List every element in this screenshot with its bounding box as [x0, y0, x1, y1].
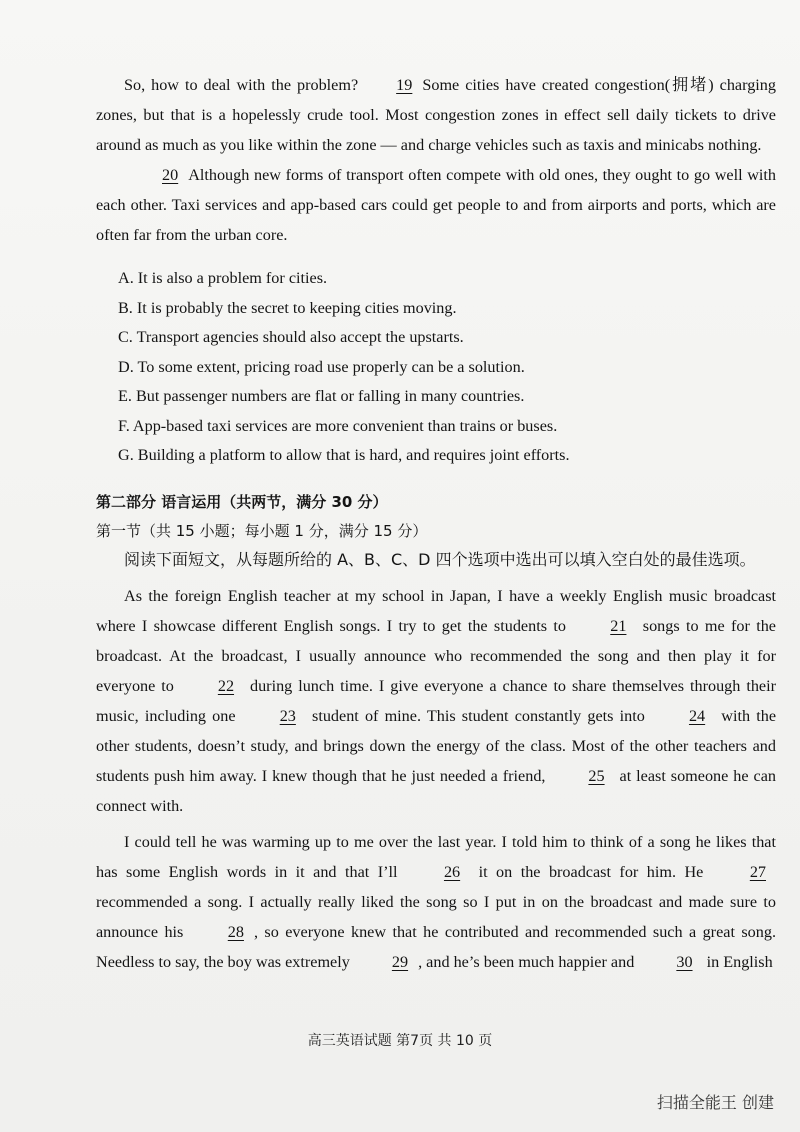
paragraph-text: with the other students, doesn’t study, and brings down the energy of the class. Most of the other teachers and students push him away. I knew though that he just needed a friend,: [96, 706, 776, 785]
option-f: F. App-based taxi services are more convenient than trains or buses.: [118, 416, 558, 435]
blank-20: 20: [162, 166, 179, 184]
blank-25: 25: [588, 766, 605, 785]
paragraph-text: As the foreign English teacher at my school in Japan, I have a weekly English music broadcast where I showcase different English songs. I try to get the students to: [96, 586, 776, 635]
blank-26: 26: [443, 862, 461, 881]
paragraph-text: Some cities have created congestion(拥堵) charging zones, but that is a hopelessly crude tool. Most congestion zones in effect sell daily tickets to drive around as much as you like within the zone — and charge vehicles such as taxis and minicabs nothing.: [96, 76, 776, 154]
paragraph-text: during lunch time. I give everyone a chance to share themselves through their music, including one: [96, 676, 776, 725]
blank-29: 29: [391, 952, 409, 971]
section-heading: 第二部分 语言运用（共两节，满分 30 分）: [96, 492, 388, 511]
paragraph-text: at least someone he can connect with.: [96, 766, 776, 815]
blank-24: 24: [688, 706, 706, 725]
blank-21: 21: [610, 616, 627, 635]
paragraph-text: songs to me for the broadcast. At the broadcast, I usually announce who recommended the song and then play it for everyone to: [96, 616, 776, 695]
paragraph-text: So, how to deal with the problem?: [124, 76, 359, 94]
blank-22: 22: [217, 676, 235, 695]
instruction-text: 阅读下面短文，从每题所给的 A、B、C、D 四个选项中选出可以填入空白处的最佳选项。: [124, 549, 756, 569]
cloze-paragraph-1: [96, 581, 776, 821]
blank-23: 23: [279, 706, 296, 725]
paragraph-text: Although new forms of transport often compete with old ones, they ought to go well with each other. Taxi services and app-based cars could get people to and from airports and ports, which are often far from the urban core.: [96, 166, 776, 244]
option-d: D. To some extent, pricing road use properly can be a solution.: [118, 357, 525, 376]
option-c: C. Transport agencies should also accept the upstarts.: [118, 328, 464, 346]
option-b: B. It is probably the secret to keeping cities moving.: [118, 298, 457, 317]
reading-paragraph-20: [96, 160, 776, 250]
option-e: E. But passenger numbers are flat or falling in many countries.: [118, 387, 525, 405]
blank-27: 27: [749, 862, 766, 881]
option-g: G. Building a platform to allow that is hard, and requires joint efforts.: [118, 446, 570, 464]
blank-30: 30: [676, 952, 693, 971]
page-content: [96, 70, 776, 977]
reading-paragraph-19: [96, 70, 776, 160]
cloze-paragraph-2: [96, 827, 776, 977]
paragraph-text: , and he’s been much happier and: [418, 952, 639, 971]
paragraph-text: I could tell he was warming up to me over the last year. I told him to think of a song he likes that has some English words in it and that I’ll: [96, 832, 776, 881]
page-footer: 高三英语试题 第7页 共 10 页: [307, 1033, 493, 1049]
options-list: [96, 264, 776, 471]
paragraph-text: recommended a song. I actually really liked the song so I put in on the broadcast and made sure to announce his: [96, 892, 776, 941]
scanner-watermark: 扫描全能王 创建: [656, 1093, 774, 1112]
paragraph-text: , so everyone knew that he contributed and recommended such a great song. Needless to say, the boy was extremely: [96, 922, 776, 971]
blank-19: 19: [396, 76, 413, 94]
paragraph-text: in English: [702, 952, 773, 971]
blank-28: 28: [227, 922, 244, 941]
paragraph-text: student of mine. This student constantly gets into: [305, 706, 651, 725]
subsection-heading: 第一节（共 15 小题；每小题 1 分，满分 15 分）: [96, 521, 428, 540]
option-a: A. It is also a problem for cities.: [118, 269, 328, 287]
paragraph-text: it on the broadcast for him. He: [470, 862, 712, 881]
